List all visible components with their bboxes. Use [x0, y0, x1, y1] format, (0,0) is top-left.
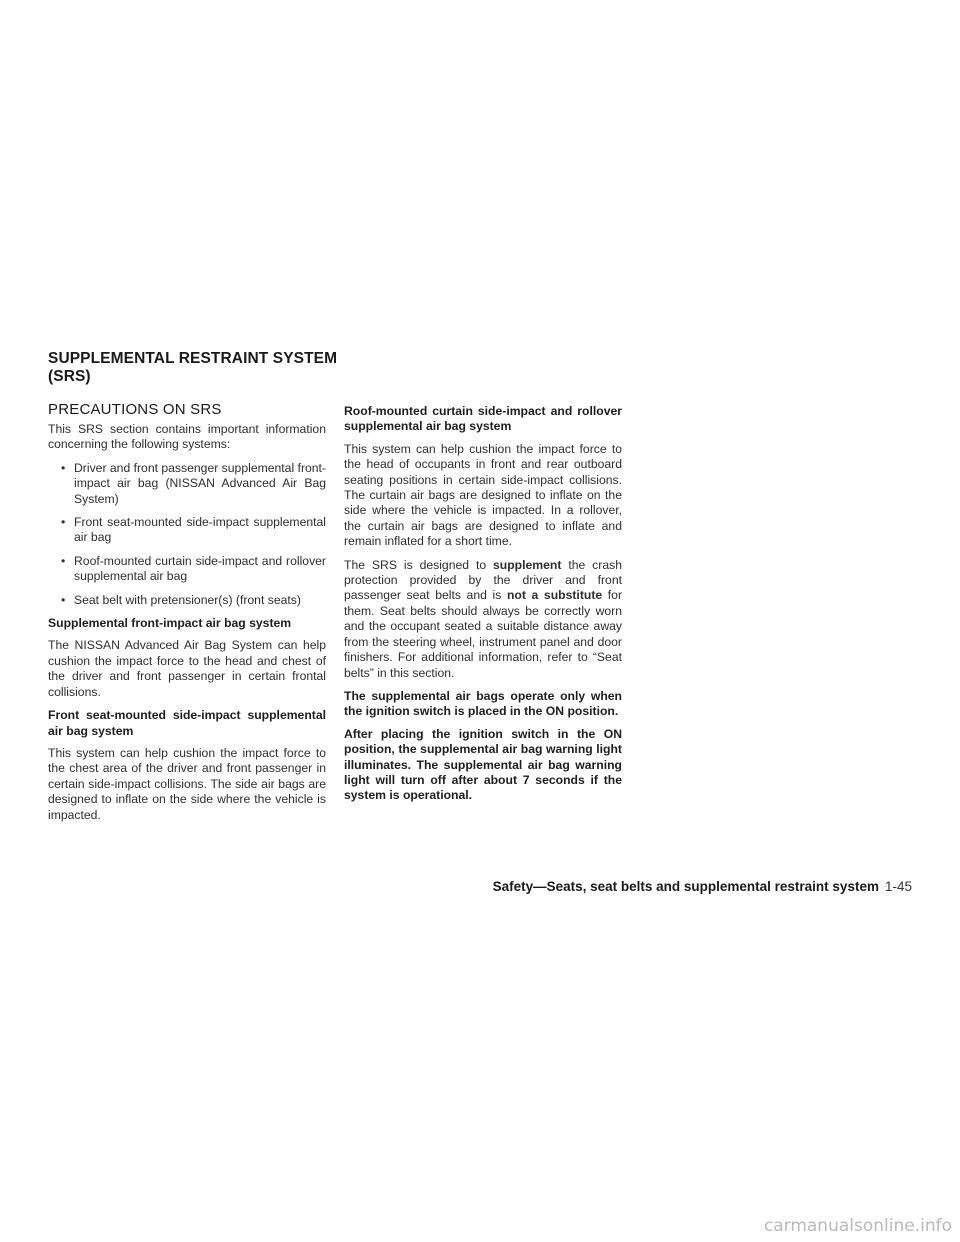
side-impact-heading: Front seat-mounted side-impact supplemental air bag system: [48, 708, 326, 738]
warning-light-notice: After placing the ignition switch in the ON position, the supplemental air bag warning light illuminates. The supplemental air bag warning light will turn off after about 7 seconds if the system is operational.: [344, 726, 622, 803]
section-title-line1: SUPPLEMENTAL RESTRAINT SYSTEM: [48, 350, 338, 367]
section-title: [48, 350, 348, 386]
curtain-heading: Roof-mounted curtain side-impact and rollover supplemental air bag system: [344, 404, 622, 434]
page-footer: [0, 878, 912, 896]
srs-bold-not-a-substitute: not a substitute: [506, 588, 603, 603]
front-impact-heading: Supplemental front-impact air bag system: [48, 616, 292, 631]
list-item-text: Roof-mounted curtain side-impact and rollover supplemental air bag: [74, 553, 326, 584]
bullet-icon: •: [61, 515, 66, 530]
bullet-icon: •: [61, 592, 66, 607]
systems-list: [48, 461, 326, 608]
footer-title: Safety—Seats, seat belts and supplemental restraint system: [492, 879, 879, 894]
srs-text-part1: The SRS is designed to: [344, 557, 494, 572]
bullet-icon: •: [61, 460, 66, 475]
left-column: [48, 401, 326, 831]
srs-text-part2: the crash protection provided by the driver and front passenger seat belts and is: [344, 557, 622, 603]
srs-bold-supplement: supplement: [493, 557, 562, 572]
front-impact-paragraph: The NISSAN Advanced Air Bag System can help cushion the impact force to the head and chest of the driver and front passenger in certain frontal collisions.: [48, 638, 326, 699]
curtain-paragraph: This system can help cushion the impact force to the head of occupants in front and rear outboard seating positions in certain side-impact collisions. The curtain air bags are designed to inflate on the side where the vehicle is impacted. In a rollover, the curtain air bags are designed to inflate and remain inflated for a short time.: [344, 441, 622, 549]
side-impact-paragraph: This system can help cushion the impact force to the chest area of the driver and front passenger in certain side-impact collisions. The side air bags are designed to inflate on the side where the vehicle is impacted.: [48, 745, 326, 822]
list-item: [48, 461, 326, 507]
subsection-title: PRECAUTIONS ON SRS: [48, 401, 222, 418]
list-item: [48, 593, 326, 608]
bullet-icon: •: [61, 553, 66, 568]
srs-text-part3: for them. Seat belts should always be correctly worn and the occupant seated a suitable distance away from the steering wheel, instrument panel and door finishers. For additional information, refer to “Seat belts” in this section.: [344, 588, 623, 680]
watermark: carmanualsonline.info: [763, 1216, 952, 1236]
intro-paragraph: This SRS section contains important information concerning the following systems:: [48, 422, 326, 452]
operate-notice: The supplemental air bags operate only when the ignition switch is placed in the ON position.: [344, 688, 622, 719]
list-item-text: Front seat-mounted side-impact supplemental air bag: [74, 515, 326, 545]
section-title-line2: (SRS): [48, 368, 91, 385]
list-item-text: Seat belt with pretensioner(s) (front seats): [74, 592, 301, 607]
list-item: [48, 554, 326, 585]
list-item-text: Driver and front passenger supplemental front-impact air bag (NISSAN Advanced Air Bag System): [74, 460, 327, 506]
page-number: 1-45: [884, 879, 912, 894]
list-item: [48, 515, 326, 546]
right-column: [344, 404, 622, 811]
srs-purpose-paragraph: [344, 558, 622, 681]
